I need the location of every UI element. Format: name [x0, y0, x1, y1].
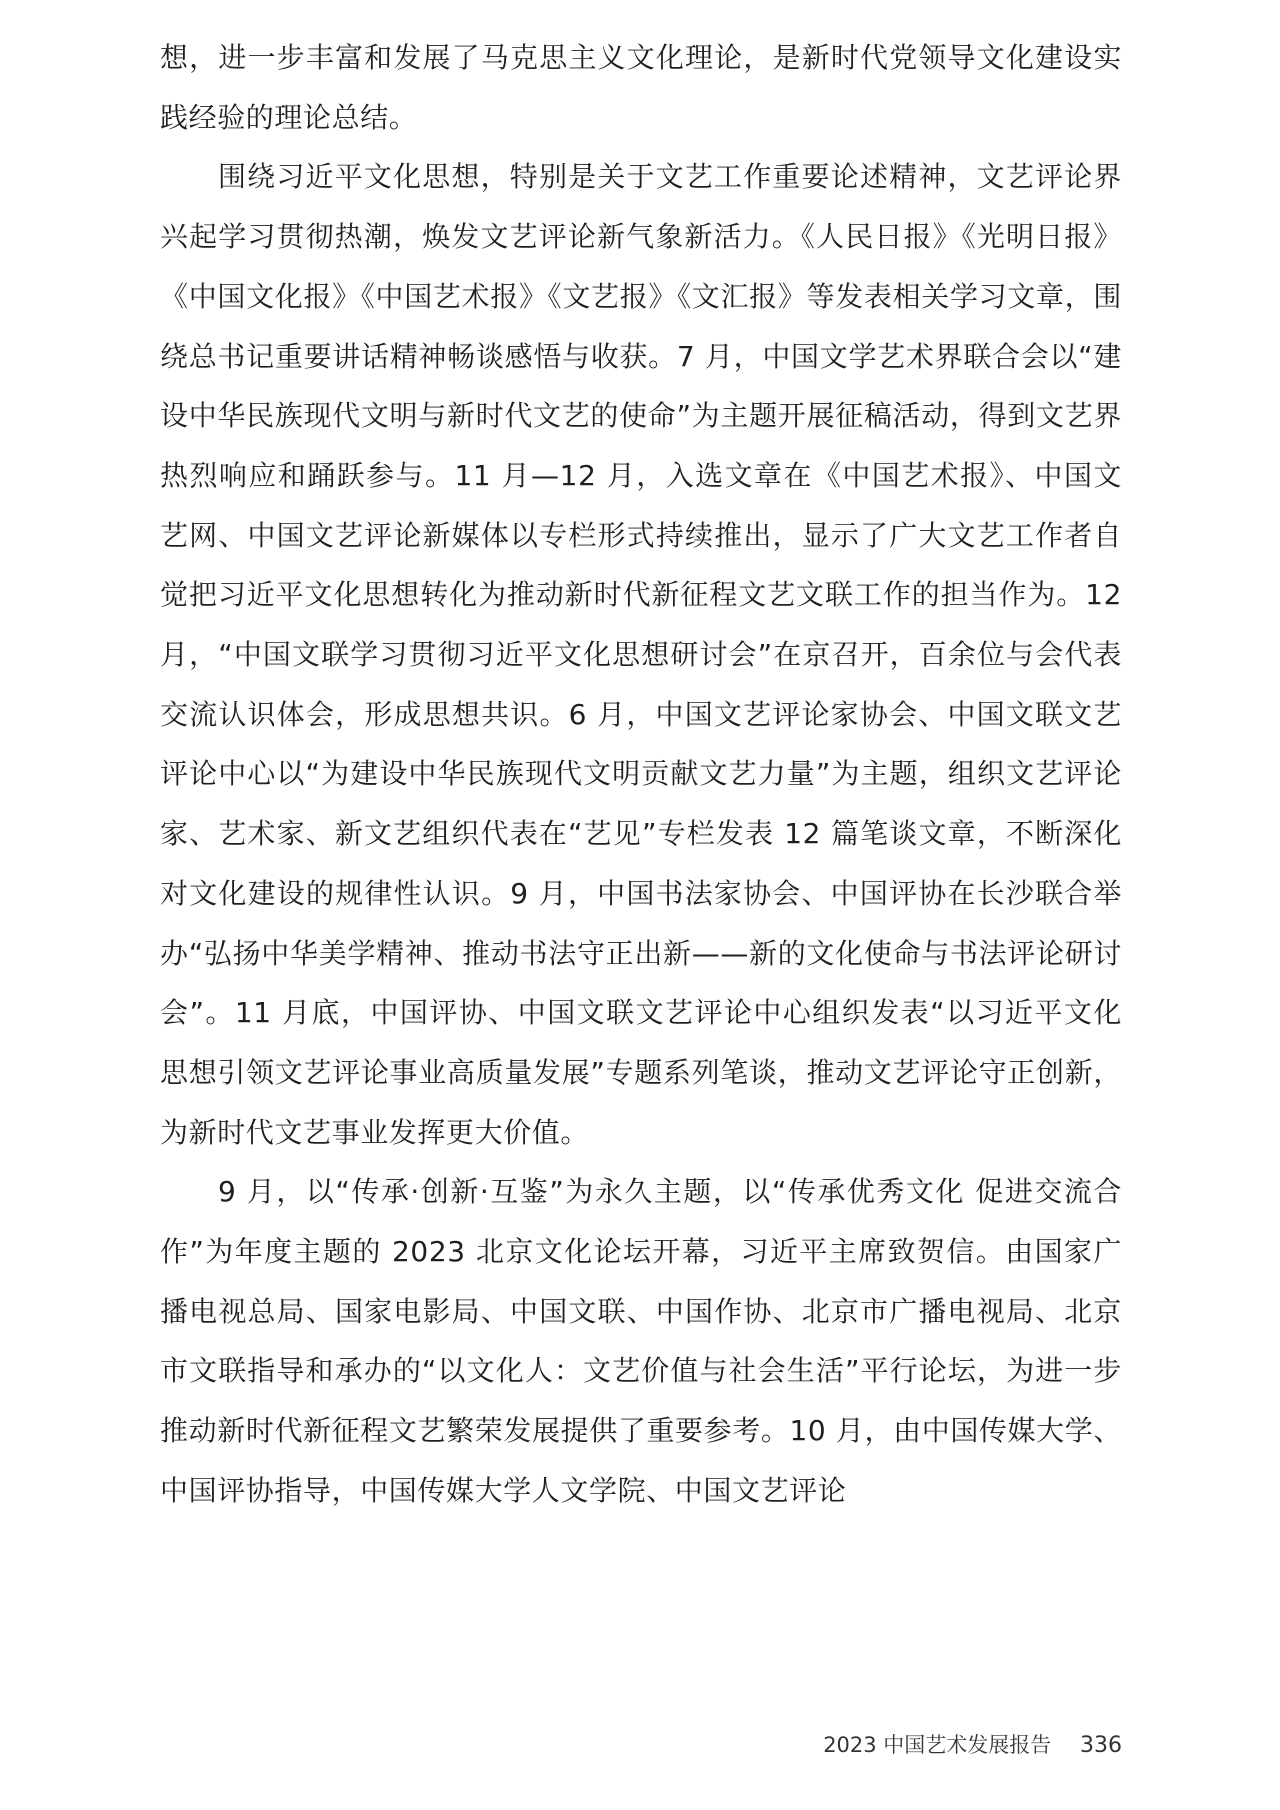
- footer-title: 2023 中国艺术发展报告: [823, 1733, 1052, 1757]
- paragraph-2: 围绕习近平文化思想，特别是关于文艺工作重要论述精神，文艺评论界兴起学习贯彻热潮，焕发文艺评论新气象新活力。《人民日报》《光明日报》《中国文化报》《中国艺术报》《文艺报》《文汇报》等发表相关学习文章，围绕总书记重要讲话精神畅谈感悟与收获。7 月，中国文学艺术界联合会以“建设中华民族现代文明与新时代文艺的使命”为主题开展征稿活动，得到文艺界热烈响应和踊跃参与。11 月—12 月，入选文章在《中国艺术报》、中国文艺网、中国文艺评论新媒体以专栏形式持续推出，显示了广大文艺工作者自觉把习近平文化思想转化为推动新时代新征程文艺文联工作的担当作为。12 月，“中国文联学习贯彻习近平文化思想研讨会”在京召开，百余位与会代表交流认识体会，形成思想共识。6 月，中国文艺评论家协会、中国文联文艺评论中心以“为建设中华民族现代文明贡献文艺力量”为主题，组织文艺评论家、艺术家、新文艺组织代表在“艺见”专栏发表 12 篇笔谈文章，不断深化对文化建设的规律性认识。9 月，中国书法家协会、中国评协在长沙联合举办“弘扬中华美学精神、推动书法守正出新——新的文化使命与书法评论研讨会”。11 月底，中国评协、中国文联文艺评论中心组织发表“以习近平文化思想引领文艺评论事业高质量发展”专题系列笔谈，推动文艺评论守正创新，为新时代文艺事业发挥更大价值。: [160, 160, 1122, 1149]
- paragraph-1: 想，进一步丰富和发展了马克思主义文化理论，是新时代党领导文化建设实践经验的理论总结。: [160, 41, 1122, 134]
- page-number: 336: [1080, 1733, 1122, 1758]
- page-footer: [823, 1729, 1122, 1759]
- paragraph-3: 9 月，以“传承·创新·互鉴”为永久主题，以“传承优秀文化 促进交流合作”为年度主题的 2023 北京文化论坛开幕，习近平主席致贺信。由国家广播电视总局、国家电影局、中国文联、中国作协、北京市广播电视局、北京市文联指导和承办的“以文化人：文艺价值与社会生活”平行论坛，为进一步推动新时代新征程文艺繁荣发展提供了重要参考。10 月，由中国传媒大学、中国评协指导，中国传媒大学人文学院、中国文艺评论: [160, 1175, 1122, 1507]
- body-text: [160, 28, 1122, 1521]
